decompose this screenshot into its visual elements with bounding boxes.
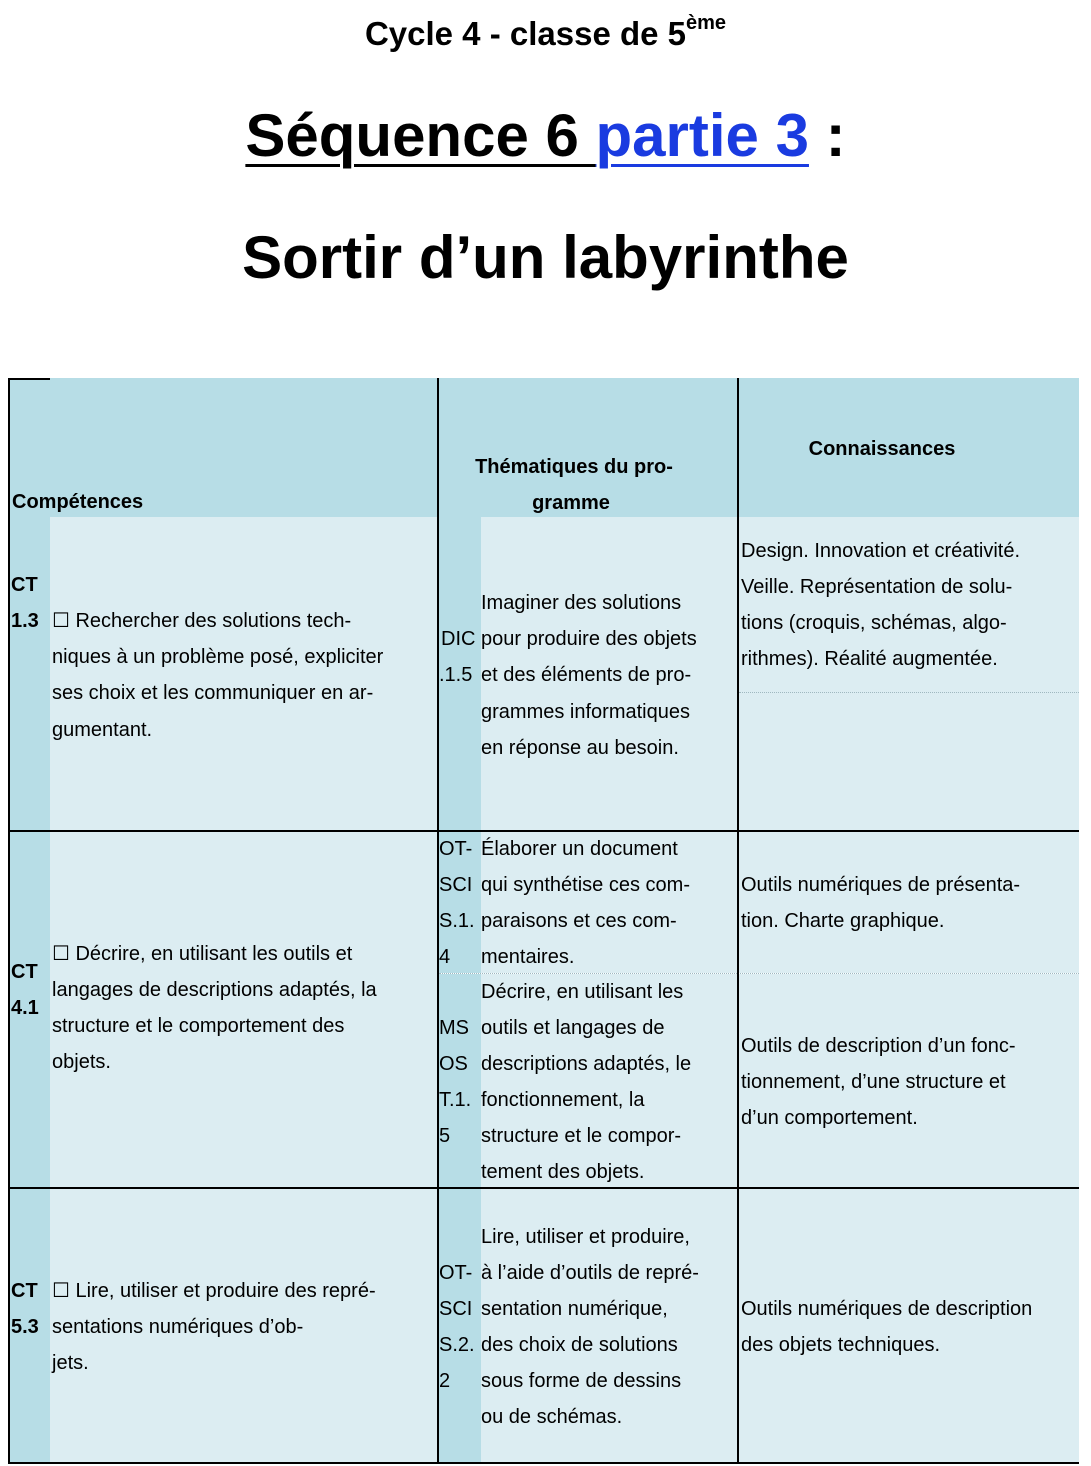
header-connaissances: Connaissances bbox=[808, 438, 956, 460]
row2b-knowledge-line: Outils de description d’un fonc- bbox=[741, 1035, 1016, 1057]
row1-theme-text-line: Imaginer des solutions bbox=[481, 592, 682, 614]
row3-knowledge-line: des objets techniques. bbox=[741, 1334, 941, 1356]
row3-theme-text-cell bbox=[481, 1188, 739, 1464]
row1-knowledge-divider bbox=[739, 692, 1079, 693]
row3-theme-code-line: SCI bbox=[439, 1298, 473, 1320]
row3-theme-code-line: 2 bbox=[439, 1370, 451, 1392]
row3-competence-line: ☐ Lire, utiliser et produire des repré- bbox=[52, 1280, 376, 1302]
header-competences: Compétences bbox=[12, 491, 144, 513]
cycle-heading bbox=[0, 14, 1091, 54]
row1-competence-line: niques à un problème posé, expliciter bbox=[52, 646, 384, 668]
row1-code-line1: CT bbox=[11, 574, 38, 596]
row2-competence-line: objets. bbox=[52, 1051, 111, 1073]
row2a-theme-code-line: OT- bbox=[439, 838, 473, 860]
row1-knowledge-line: Veille. Représentation de solu- bbox=[741, 576, 1013, 598]
row3-competence-line: sentations numériques d’ob- bbox=[52, 1316, 304, 1338]
row2b-theme-text-line: Décrire, en utilisant les bbox=[481, 981, 684, 1003]
header-competences-cell bbox=[8, 378, 439, 517]
row2-bottom-border bbox=[8, 1187, 1079, 1189]
partie-link[interactable]: partie 3 bbox=[595, 102, 809, 169]
row1-knowledge-line: tions (croquis, schémas, algo- bbox=[741, 612, 1007, 634]
row1-knowledge-line: rithmes). Réalité augmentée. bbox=[741, 648, 998, 670]
row1-theme-code-line: .1.5 bbox=[439, 664, 473, 686]
table-bottom-border bbox=[8, 1462, 1079, 1464]
header-thematiques-cell bbox=[439, 378, 739, 517]
row3-theme-text-line: Lire, utiliser et produire, bbox=[481, 1226, 690, 1248]
table-left-border bbox=[8, 378, 10, 1464]
row2b-knowledge-line: tionnement, d’une structure et bbox=[741, 1071, 1006, 1093]
row1-competence-line: ses choix et les communiquer en ar- bbox=[52, 682, 374, 704]
row1-theme-code-line: DIC bbox=[441, 628, 476, 650]
table-col-divider-1 bbox=[437, 378, 439, 1464]
sequence-title bbox=[0, 98, 1091, 174]
row1-knowledge-cell bbox=[739, 517, 1079, 831]
row3-competence-cell bbox=[50, 1188, 439, 1464]
row2-code-cell bbox=[8, 831, 50, 1188]
row2b-theme-code-cell bbox=[439, 974, 481, 1188]
row1-competence-cell bbox=[50, 517, 439, 831]
row2b-theme-text-line: fonctionnement, la bbox=[481, 1089, 645, 1111]
row3-theme-text-line: ou de schémas. bbox=[481, 1406, 623, 1428]
row2b-knowledge-line: d’un comportement. bbox=[741, 1107, 918, 1129]
row3-theme-code-line: S.2. bbox=[439, 1334, 475, 1356]
row2a-theme-text-line: mentaires. bbox=[481, 946, 575, 968]
row2b-knowledge-cell bbox=[739, 974, 1079, 1188]
row3-code-line1: CT bbox=[11, 1280, 38, 1302]
row1-code-line2: 1.3 bbox=[11, 610, 39, 632]
row2a-knowledge-cell bbox=[739, 831, 1079, 973]
row2b-theme-text-line: structure et le compor- bbox=[481, 1125, 682, 1147]
row1-competence-line: ☐ Rechercher des solutions tech- bbox=[52, 610, 352, 632]
row2b-theme-text-line: tement des objets. bbox=[481, 1161, 645, 1183]
row3-theme-text-line: des choix de solutions bbox=[481, 1334, 678, 1356]
row2a-knowledge-line: tion. Charte graphique. bbox=[741, 910, 945, 932]
row1-theme-text-line: et des éléments de pro- bbox=[481, 664, 692, 686]
row3-theme-text-line: sentation numérique, bbox=[481, 1298, 668, 1320]
header-connaissances-cell bbox=[739, 378, 1079, 517]
sequence-label: Séquence 6 bbox=[245, 102, 596, 169]
row2a-theme-text-cell bbox=[481, 831, 739, 973]
row2a-theme-code-line: 4 bbox=[439, 946, 451, 968]
cycle-text: Cycle 4 - classe de 5 bbox=[364, 15, 686, 52]
row2b-theme-code-line: T.1. bbox=[439, 1089, 472, 1111]
row3-code-cell bbox=[8, 1188, 50, 1464]
row2a-theme-code-cell bbox=[439, 831, 481, 973]
table-col-divider-2 bbox=[737, 378, 739, 1464]
row3-theme-code-cell bbox=[439, 1188, 481, 1464]
row2a-theme-text-line: paraisons et ces com- bbox=[481, 910, 677, 932]
row3-theme-text-line: à l’aide d’outils de repré- bbox=[481, 1262, 699, 1284]
row2a-theme-text-line: qui synthétise ces com- bbox=[481, 874, 690, 896]
row2b-theme-code-line: MS bbox=[439, 1017, 469, 1039]
row2-competence-line: ☐ Décrire, en utilisant les outils et bbox=[52, 943, 353, 965]
row2a-theme-code-line: SCI bbox=[439, 874, 473, 896]
row2b-theme-text-line: outils et langages de bbox=[481, 1017, 665, 1039]
row2b-theme-code-line: OS bbox=[439, 1053, 468, 1075]
row2b-theme-text-line: descriptions adaptés, le bbox=[481, 1053, 692, 1075]
row3-knowledge-line: Outils numériques de description bbox=[741, 1298, 1033, 1320]
title-colon: : bbox=[808, 102, 846, 169]
row2-code-line2: 4.1 bbox=[11, 997, 39, 1019]
header-thematiques-line2: gramme bbox=[532, 492, 610, 514]
table-top-border-left bbox=[8, 378, 50, 380]
row3-theme-text-line: sous forme de dessins bbox=[481, 1370, 682, 1392]
row1-theme-text-cell bbox=[481, 517, 739, 831]
row1-competence-line: gumentant. bbox=[52, 719, 153, 741]
row3-knowledge-cell bbox=[739, 1188, 1079, 1464]
row2-code-line1: CT bbox=[11, 961, 38, 983]
row3-code-line2: 5.3 bbox=[11, 1316, 39, 1338]
row2b-theme-text-cell bbox=[481, 974, 739, 1188]
header-thematiques-line1: Thématiques du pro- bbox=[475, 456, 673, 478]
cycle-superscript: ème bbox=[686, 12, 727, 34]
row2-competence-line: langages de descriptions adaptés, la bbox=[52, 979, 377, 1001]
sequence-subtitle: Sortir d’un labyrinthe bbox=[242, 224, 849, 291]
row2b-theme-code-line: 5 bbox=[439, 1125, 451, 1147]
competences-table bbox=[8, 378, 1079, 1464]
row1-theme-text-line: en réponse au besoin. bbox=[481, 737, 679, 759]
row1-theme-text-line: grammes informatiques bbox=[481, 701, 690, 723]
row2a-theme-text-line: Élaborer un document bbox=[481, 838, 678, 860]
row1-code-cell bbox=[8, 517, 50, 831]
row2a-theme-code-line: S.1. bbox=[439, 910, 475, 932]
row1-bottom-border bbox=[8, 830, 1079, 832]
row3-competence-line: jets. bbox=[52, 1352, 89, 1374]
row1-theme-code-cell bbox=[439, 517, 481, 831]
row2a-knowledge-line: Outils numériques de présenta- bbox=[741, 874, 1021, 896]
row1-knowledge-line: Design. Innovation et créativité. bbox=[741, 540, 1021, 562]
row2-competence-cell bbox=[50, 831, 439, 1188]
row2-competence-line: structure et le comportement des bbox=[52, 1015, 345, 1037]
row3-theme-code-line: OT- bbox=[439, 1262, 473, 1284]
row1-theme-text-line: pour produire des objets bbox=[481, 628, 697, 650]
